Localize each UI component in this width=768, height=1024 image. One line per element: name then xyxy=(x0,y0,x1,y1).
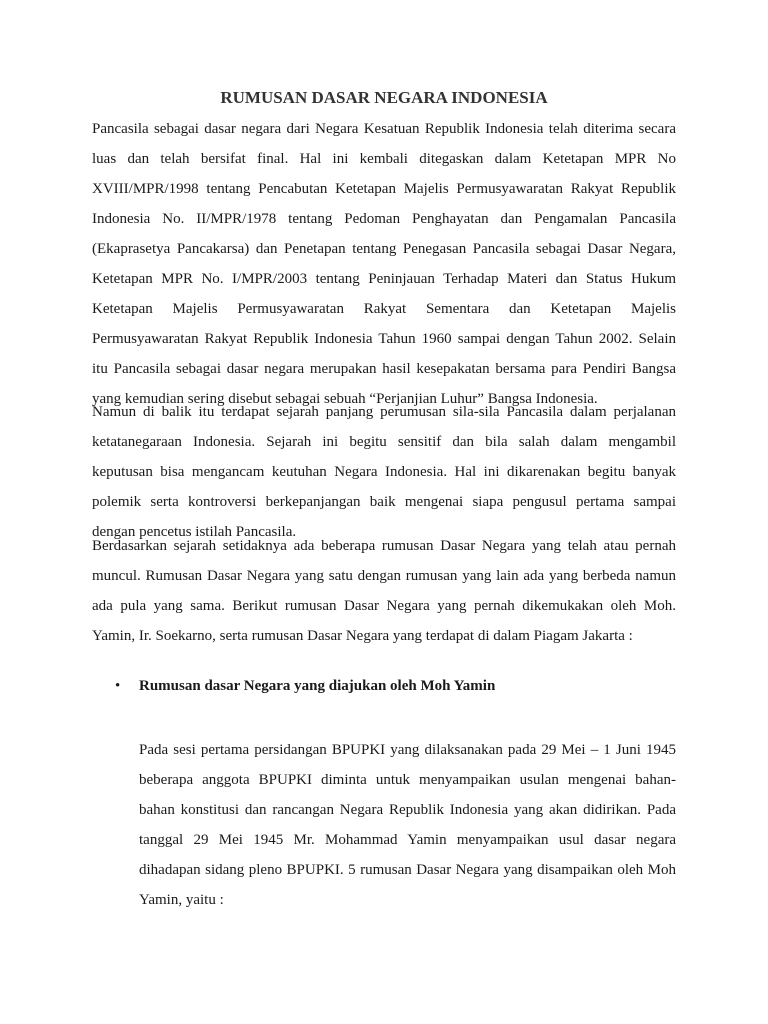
paragraph-bpupki xyxy=(139,735,676,915)
text-line: dengan pencetus istilah Pancasila. xyxy=(92,524,297,540)
text-line: keputusan bisa mengancam keutuhan Negara Indonesia. Hal ini dikarenakan begitu banyak xyxy=(92,464,676,480)
text-line: Ketetapan MPR No. I/MPR/2003 tentang Peninjauan Terhadap Materi dan Status Hukum xyxy=(92,271,676,287)
paragraph-formulations xyxy=(92,531,676,651)
text-line: Pada sesi pertama persidangan BPUPKI yang dilaksanakan pada 29 Mei – 1 Juni 1945 xyxy=(139,742,676,758)
text-line: bahan konstitusi dan rancangan Negara Republik Indonesia yang akan didirikan. Pada xyxy=(139,802,676,818)
text-line: Indonesia No. II/MPR/1978 tentang Pedoman Penghayatan dan Pengamalan Pancasila xyxy=(92,211,676,227)
text-line: yang kemudian sering disebut sebagai sebuah “Perjanjian Luhur” Bangsa Indonesia. xyxy=(92,391,598,407)
text-line: beberapa anggota BPUPKI diminta untuk menyampaikan usulan mengenai bahan- xyxy=(139,772,676,788)
text-line: Ketetapan Majelis Permusyawaratan Rakyat Sementara dan Ketetapan Majelis xyxy=(92,301,676,317)
bullet-icon: • xyxy=(115,678,121,694)
paragraph-history xyxy=(92,397,676,547)
text-line: Pancasila sebagai dasar negara dari Negara Kesatuan Republik Indonesia telah diterima secara xyxy=(92,121,676,137)
paragraph-intro xyxy=(92,114,676,414)
text-line: (Ekaprasetya Pancakarsa) dan Penetapan tentang Penegasan Pancasila sebagai Dasar Negara, xyxy=(92,241,676,257)
text-line: ada pula yang sama. Berikut rumusan Dasar Negara yang pernah dikemukakan oleh Moh. xyxy=(92,598,676,614)
section-heading-moh-yamin: Rumusan dasar Negara yang diajukan oleh Moh Yamin xyxy=(139,678,496,694)
text-line: ketatanegaraan Indonesia. Sejarah ini begitu sensitif dan bila salah dalam mengambil xyxy=(92,434,676,450)
text-line: muncul. Rumusan Dasar Negara yang satu dengan rumusan yang lain ada yang berbeda namun xyxy=(92,568,676,584)
text-line: dihadapan sidang pleno BPUPKI. 5 rumusan Dasar Negara yang disampaikan oleh Moh xyxy=(139,862,676,878)
text-line: polemik serta kontroversi berkepanjangan baik mengenai siapa pengusul pertama sampai xyxy=(92,494,676,510)
text-line: Berdasarkan sejarah setidaknya ada beberapa rumusan Dasar Negara yang telah atau pernah xyxy=(92,538,676,554)
text-line: luas dan telah bersifat final. Hal ini kembali ditegaskan dalam Ketetapan MPR No xyxy=(92,151,676,167)
text-line: Yamin, yaitu : xyxy=(139,892,224,908)
document-title: RUMUSAN DASAR NEGARA INDONESIA xyxy=(220,88,548,107)
text-line: Permusyawaratan Rakyat Republik Indonesia Tahun 1960 sampai dengan Tahun 2002. Selain xyxy=(92,331,676,347)
text-line: Namun di balik itu terdapat sejarah panjang perumusan sila-sila Pancasila dalam perjalanan xyxy=(92,404,676,420)
text-line: Yamin, Ir. Soekarno, serta rumusan Dasar Negara yang terdapat di dalam Piagam Jakarta : xyxy=(92,628,633,644)
text-line: tanggal 29 Mei 1945 Mr. Mohammad Yamin menyampaikan usul dasar negara xyxy=(139,832,676,848)
text-line: XVIII/MPR/1998 tentang Pencabutan Ketetapan Majelis Permusyawaratan Rakyat Republik xyxy=(92,181,676,197)
text-line: itu Pancasila sebagai dasar negara merupakan hasil kesepakatan bersama para Pendiri Bangsa xyxy=(92,361,676,377)
